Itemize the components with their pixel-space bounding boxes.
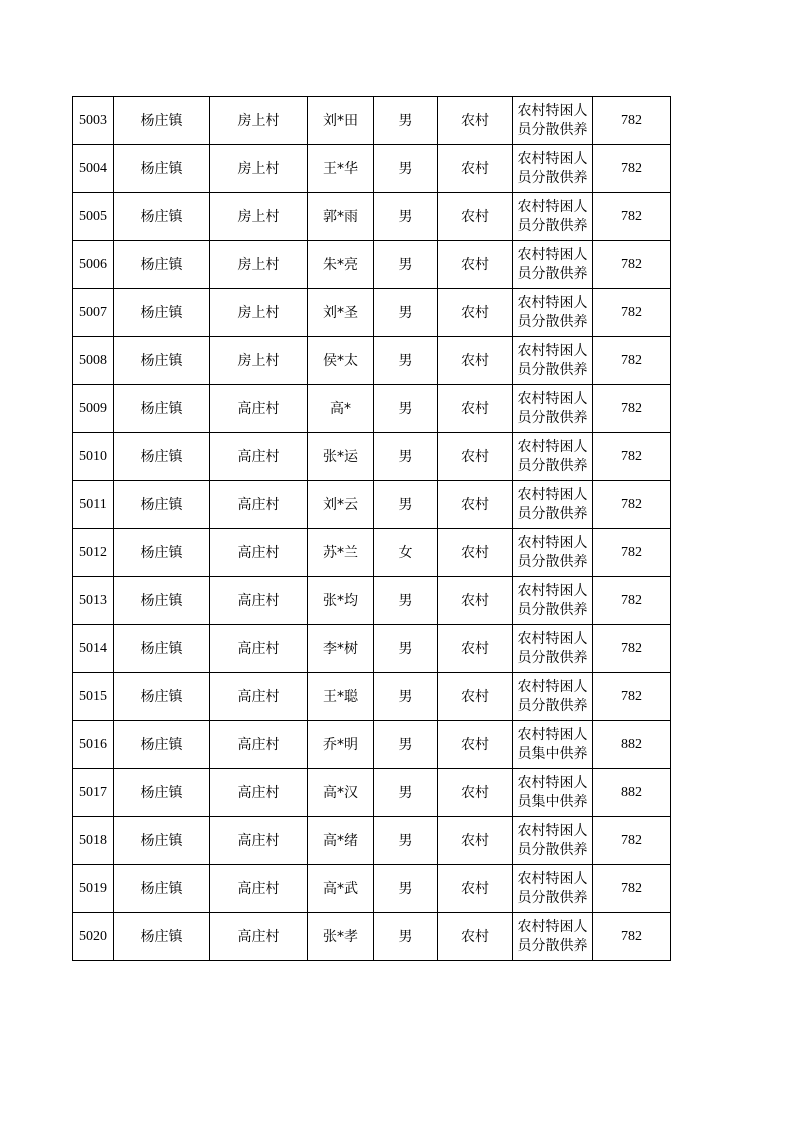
row-number-cell: 5009 — [73, 385, 114, 433]
town-cell: 杨庄镇 — [114, 385, 210, 433]
town-cell: 杨庄镇 — [114, 433, 210, 481]
support-type-line2: 员分散供养 — [517, 649, 588, 666]
table-row — [73, 865, 671, 913]
support-type-cell — [513, 97, 593, 145]
support-type-cell — [513, 769, 593, 817]
area-cell: 农村 — [438, 241, 513, 289]
area-cell: 农村 — [438, 769, 513, 817]
town-cell: 杨庄镇 — [114, 625, 210, 673]
town-cell: 杨庄镇 — [114, 913, 210, 961]
support-type-cell — [513, 337, 593, 385]
village-cell: 房上村 — [210, 337, 308, 385]
gender-cell: 男 — [374, 241, 438, 289]
amount-cell: 782 — [593, 337, 671, 385]
support-type-line2: 员集中供养 — [517, 745, 588, 762]
town-cell: 杨庄镇 — [114, 145, 210, 193]
village-cell: 高庄村 — [210, 625, 308, 673]
amount-cell: 782 — [593, 577, 671, 625]
name-cell: 王*华 — [308, 145, 374, 193]
gender-cell: 男 — [374, 289, 438, 337]
row-number-cell: 5018 — [73, 817, 114, 865]
row-number-cell: 5012 — [73, 529, 114, 577]
support-type-cell — [513, 673, 593, 721]
gender-cell: 男 — [374, 433, 438, 481]
support-type-line1: 农村特困人 — [517, 678, 588, 695]
table-row — [73, 577, 671, 625]
town-cell: 杨庄镇 — [114, 817, 210, 865]
area-cell: 农村 — [438, 289, 513, 337]
amount-cell: 782 — [593, 145, 671, 193]
village-cell: 高庄村 — [210, 577, 308, 625]
support-type-line2: 员分散供养 — [517, 169, 588, 186]
row-number-cell: 5004 — [73, 145, 114, 193]
name-cell: 朱*亮 — [308, 241, 374, 289]
support-type-line2: 员集中供养 — [517, 793, 588, 810]
town-cell: 杨庄镇 — [114, 97, 210, 145]
name-cell: 张*孝 — [308, 913, 374, 961]
table-row — [73, 97, 671, 145]
name-cell: 刘*云 — [308, 481, 374, 529]
row-number-cell: 5003 — [73, 97, 114, 145]
support-type-line2: 员分散供养 — [517, 889, 588, 906]
support-type-cell — [513, 817, 593, 865]
village-cell: 房上村 — [210, 97, 308, 145]
support-type-line1: 农村特困人 — [517, 486, 588, 503]
support-type-line1: 农村特困人 — [517, 630, 588, 647]
row-number-cell: 5014 — [73, 625, 114, 673]
support-type-line2: 员分散供养 — [517, 361, 588, 378]
support-type-line2: 员分散供养 — [517, 217, 588, 234]
village-cell: 房上村 — [210, 289, 308, 337]
amount-cell: 782 — [593, 529, 671, 577]
amount-cell: 882 — [593, 769, 671, 817]
name-cell: 乔*明 — [308, 721, 374, 769]
support-type-line1: 农村特困人 — [517, 822, 588, 839]
support-type-line2: 员分散供养 — [517, 409, 588, 426]
town-cell: 杨庄镇 — [114, 529, 210, 577]
support-type-cell — [513, 385, 593, 433]
gender-cell: 男 — [374, 481, 438, 529]
village-cell: 高庄村 — [210, 817, 308, 865]
beneficiary-table — [72, 96, 671, 961]
support-type-cell — [513, 193, 593, 241]
area-cell: 农村 — [438, 481, 513, 529]
area-cell: 农村 — [438, 913, 513, 961]
support-type-line1: 农村特困人 — [517, 198, 588, 215]
amount-cell: 782 — [593, 193, 671, 241]
gender-cell: 男 — [374, 97, 438, 145]
amount-cell: 782 — [593, 433, 671, 481]
town-cell: 杨庄镇 — [114, 865, 210, 913]
table-row — [73, 769, 671, 817]
village-cell: 高庄村 — [210, 385, 308, 433]
table-row — [73, 529, 671, 577]
table-row — [73, 289, 671, 337]
support-type-line1: 农村特困人 — [517, 918, 588, 935]
amount-cell: 782 — [593, 481, 671, 529]
area-cell: 农村 — [438, 625, 513, 673]
amount-cell: 782 — [593, 97, 671, 145]
gender-cell: 男 — [374, 913, 438, 961]
row-number-cell: 5008 — [73, 337, 114, 385]
gender-cell: 男 — [374, 145, 438, 193]
gender-cell: 男 — [374, 577, 438, 625]
row-number-cell: 5007 — [73, 289, 114, 337]
support-type-cell — [513, 481, 593, 529]
row-number-cell: 5005 — [73, 193, 114, 241]
table-row — [73, 817, 671, 865]
gender-cell: 男 — [374, 625, 438, 673]
table-row — [73, 193, 671, 241]
table-row — [73, 625, 671, 673]
village-cell: 高庄村 — [210, 865, 308, 913]
village-cell: 高庄村 — [210, 673, 308, 721]
name-cell: 高*绪 — [308, 817, 374, 865]
support-type-line1: 农村特困人 — [517, 774, 588, 791]
village-cell: 高庄村 — [210, 721, 308, 769]
name-cell: 高*汉 — [308, 769, 374, 817]
support-type-line2: 员分散供养 — [517, 553, 588, 570]
row-number-cell: 5019 — [73, 865, 114, 913]
town-cell: 杨庄镇 — [114, 577, 210, 625]
support-type-line1: 农村特困人 — [517, 582, 588, 599]
village-cell: 房上村 — [210, 145, 308, 193]
area-cell: 农村 — [438, 337, 513, 385]
town-cell: 杨庄镇 — [114, 673, 210, 721]
name-cell: 李*树 — [308, 625, 374, 673]
support-type-line2: 员分散供养 — [517, 457, 588, 474]
gender-cell: 男 — [374, 865, 438, 913]
amount-cell: 782 — [593, 673, 671, 721]
table-row — [73, 145, 671, 193]
town-cell: 杨庄镇 — [114, 769, 210, 817]
area-cell: 农村 — [438, 817, 513, 865]
support-type-cell — [513, 145, 593, 193]
name-cell: 刘*田 — [308, 97, 374, 145]
row-number-cell: 5017 — [73, 769, 114, 817]
village-cell: 高庄村 — [210, 913, 308, 961]
name-cell: 王*聪 — [308, 673, 374, 721]
name-cell: 郭*雨 — [308, 193, 374, 241]
support-type-cell — [513, 241, 593, 289]
table-row — [73, 241, 671, 289]
support-type-line2: 员分散供养 — [517, 265, 588, 282]
town-cell: 杨庄镇 — [114, 289, 210, 337]
support-type-cell — [513, 865, 593, 913]
support-type-line1: 农村特困人 — [517, 870, 588, 887]
support-type-line1: 农村特困人 — [517, 726, 588, 743]
support-type-cell — [513, 529, 593, 577]
village-cell: 高庄村 — [210, 481, 308, 529]
gender-cell: 男 — [374, 193, 438, 241]
support-type-line2: 员分散供养 — [517, 313, 588, 330]
support-type-line2: 员分散供养 — [517, 697, 588, 714]
support-type-cell — [513, 721, 593, 769]
table-body — [73, 97, 671, 961]
row-number-cell: 5020 — [73, 913, 114, 961]
village-cell: 高庄村 — [210, 529, 308, 577]
village-cell: 房上村 — [210, 193, 308, 241]
support-type-cell — [513, 577, 593, 625]
support-type-line1: 农村特困人 — [517, 390, 588, 407]
row-number-cell: 5006 — [73, 241, 114, 289]
area-cell: 农村 — [438, 721, 513, 769]
amount-cell: 782 — [593, 625, 671, 673]
table-row — [73, 721, 671, 769]
support-type-line1: 农村特困人 — [517, 342, 588, 359]
gender-cell: 男 — [374, 721, 438, 769]
amount-cell: 782 — [593, 865, 671, 913]
support-type-cell — [513, 289, 593, 337]
town-cell: 杨庄镇 — [114, 193, 210, 241]
name-cell: 张*运 — [308, 433, 374, 481]
table-row — [73, 913, 671, 961]
amount-cell: 782 — [593, 289, 671, 337]
area-cell: 农村 — [438, 433, 513, 481]
table-row — [73, 385, 671, 433]
support-type-line1: 农村特困人 — [517, 246, 588, 263]
table-row — [73, 673, 671, 721]
table-row — [73, 433, 671, 481]
row-number-cell: 5015 — [73, 673, 114, 721]
area-cell: 农村 — [438, 529, 513, 577]
row-number-cell: 5016 — [73, 721, 114, 769]
gender-cell: 男 — [374, 817, 438, 865]
name-cell: 苏*兰 — [308, 529, 374, 577]
area-cell: 农村 — [438, 385, 513, 433]
table-row — [73, 481, 671, 529]
name-cell: 侯*太 — [308, 337, 374, 385]
name-cell: 高* — [308, 385, 374, 433]
town-cell: 杨庄镇 — [114, 241, 210, 289]
area-cell: 农村 — [438, 145, 513, 193]
support-type-line2: 员分散供养 — [517, 121, 588, 138]
amount-cell: 882 — [593, 721, 671, 769]
name-cell: 刘*圣 — [308, 289, 374, 337]
town-cell: 杨庄镇 — [114, 721, 210, 769]
support-type-cell — [513, 625, 593, 673]
support-type-line2: 员分散供养 — [517, 601, 588, 618]
support-type-line1: 农村特困人 — [517, 150, 588, 167]
village-cell: 高庄村 — [210, 433, 308, 481]
table-row — [73, 337, 671, 385]
area-cell: 农村 — [438, 577, 513, 625]
amount-cell: 782 — [593, 241, 671, 289]
support-type-line1: 农村特困人 — [517, 534, 588, 551]
gender-cell: 男 — [374, 337, 438, 385]
amount-cell: 782 — [593, 385, 671, 433]
town-cell: 杨庄镇 — [114, 337, 210, 385]
gender-cell: 男 — [374, 769, 438, 817]
name-cell: 高*武 — [308, 865, 374, 913]
row-number-cell: 5011 — [73, 481, 114, 529]
row-number-cell: 5010 — [73, 433, 114, 481]
gender-cell: 男 — [374, 385, 438, 433]
village-cell: 房上村 — [210, 241, 308, 289]
gender-cell: 男 — [374, 673, 438, 721]
area-cell: 农村 — [438, 673, 513, 721]
support-type-cell — [513, 913, 593, 961]
gender-cell: 女 — [374, 529, 438, 577]
support-type-line2: 员分散供养 — [517, 505, 588, 522]
row-number-cell: 5013 — [73, 577, 114, 625]
area-cell: 农村 — [438, 865, 513, 913]
support-type-line2: 员分散供养 — [517, 937, 588, 954]
support-type-line1: 农村特困人 — [517, 438, 588, 455]
support-type-line1: 农村特困人 — [517, 102, 588, 119]
name-cell: 张*均 — [308, 577, 374, 625]
area-cell: 农村 — [438, 97, 513, 145]
town-cell: 杨庄镇 — [114, 481, 210, 529]
support-type-cell — [513, 433, 593, 481]
support-type-line1: 农村特困人 — [517, 294, 588, 311]
village-cell: 高庄村 — [210, 769, 308, 817]
support-type-line2: 员分散供养 — [517, 841, 588, 858]
area-cell: 农村 — [438, 193, 513, 241]
amount-cell: 782 — [593, 913, 671, 961]
amount-cell: 782 — [593, 817, 671, 865]
